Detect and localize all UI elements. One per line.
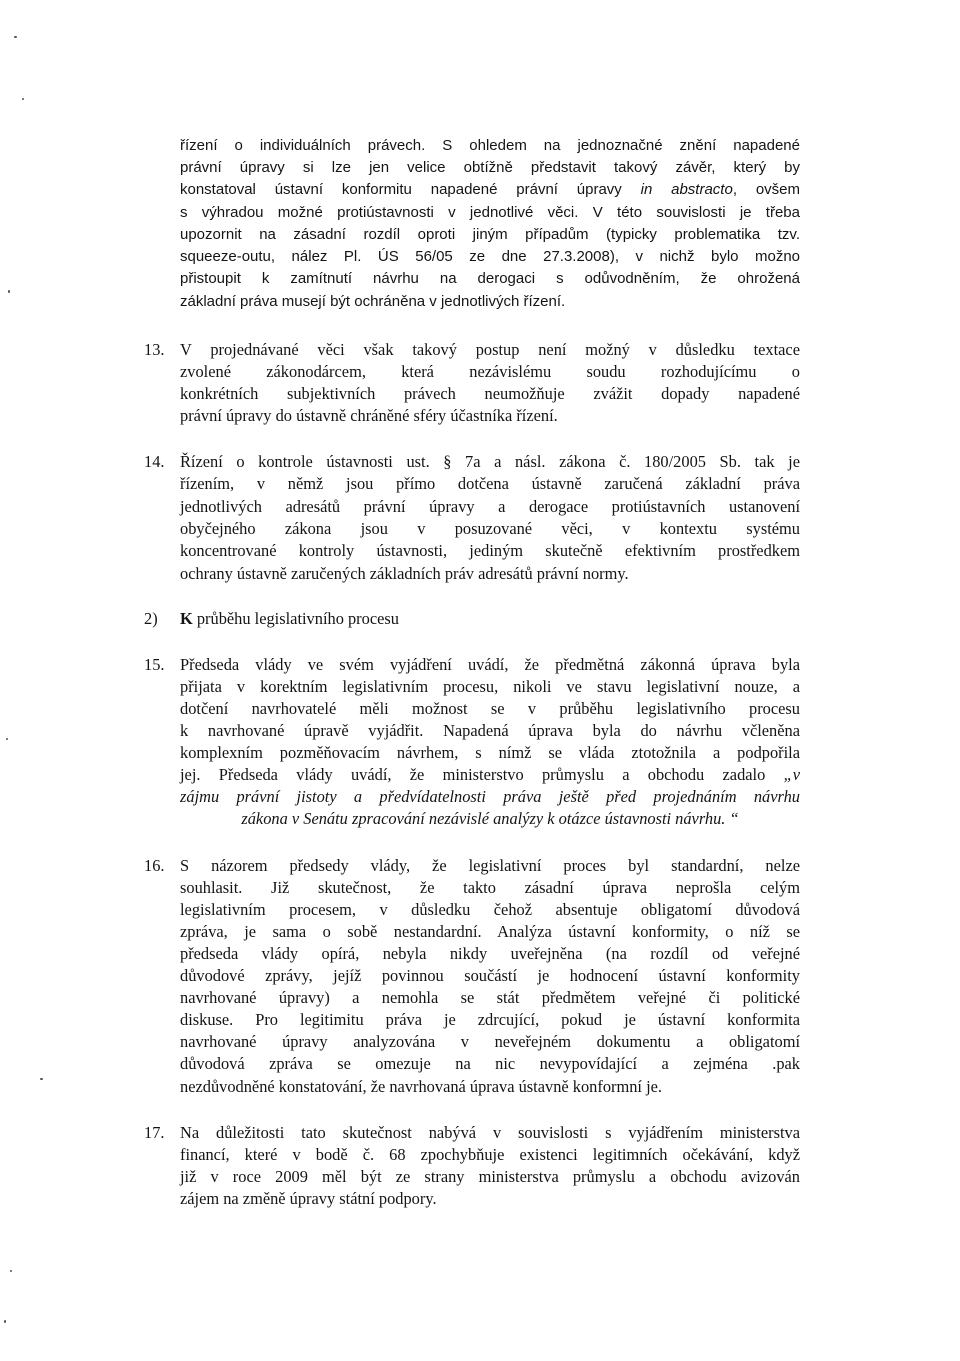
text-line: řízením, v němž jsou přímo dotčena ústavně zaručená základní práva [180, 474, 800, 493]
paragraph-number: 16. [144, 856, 165, 875]
text-line: zpráva, je sama o sobě nestandardní. Analýza ústavní konformity, o níž se [180, 922, 800, 941]
text-line: upozornit na zásadní rozdíl oproti jiným případům (typicky problematika tzv. [180, 226, 800, 243]
text-line: Předseda vlády ve svém vyjádření uvádí, že předmětná zákonná úprava byla [180, 655, 800, 674]
scan-speck [4, 1320, 6, 1323]
text-line: jednotlivých adresátů právní úpravy a derogace protiústavních ustanovení [180, 497, 800, 516]
text-line: diskuse. Pro legitimitu práva je zdrcující, pokud je ústavní konformita [180, 1010, 800, 1029]
section-title-rest: průběhu legislativního procesu [192, 609, 399, 628]
scan-speck [10, 1270, 12, 1272]
text-line: Na důležitosti tato skutečnost nabývá v souvislosti s vyjádřením ministerstva [180, 1123, 800, 1142]
text-line: základní práva musejí být ochráněna v jednotlivých řízení. [180, 293, 566, 310]
text-line [180, 764, 800, 786]
text-line: předseda vlády opírá, nebyla nikdy uveřejněna (na rozdíl od veřejné [180, 944, 800, 963]
italic-term: in abstracto [640, 181, 733, 198]
scan-speck [22, 98, 24, 100]
text-line: již v roce 2009 měl být ze strany ministerstva průmyslu a obchodu avizován [180, 1167, 800, 1186]
text-line: legislativním procesem, v důsledku čehož absentuje obligatomí důvodová [180, 900, 800, 919]
section-title [180, 608, 800, 630]
text-line: navrhované úpravy analyzována v neveřejném dokumentu a obligatomí [180, 1032, 800, 1051]
italic-quote-start: „v [783, 765, 800, 784]
text-line: řízení o individuálních právech. S ohledem na jednoznačné znění napadené [180, 137, 800, 154]
text-line: financí, které v bodě č. 68 zpochybňuje existenci legitimních očekávání, když [180, 1145, 800, 1164]
text-line: souhlasit. Již skutečnost, že takto zásadní úprava neprošla celým [180, 878, 800, 897]
text-line: právní úpravy do ústavně chráněné sféry účastníka řízení. [180, 406, 558, 425]
text-line: zvolené zákonodárcem, která nezávislému soudu rozhodujícímu o [180, 362, 800, 381]
section-title-bold: K [180, 609, 193, 628]
text-line: komplexním pozměňovacím návrhem, s nímž se vláda ztotožnila a podpořila [180, 743, 800, 762]
text-line: důvodová zpráva se omezuje na nic nevypovídající a zejména .pak [180, 1054, 800, 1073]
text-line: V projednávané věci však takový postup není možný v důsledku textace [180, 340, 800, 359]
text-line: s výhradou možné protiústavnosti v jednotlivé věci. V této souvislosti je třeba [180, 204, 800, 221]
paragraph-number: 17. [144, 1123, 165, 1142]
paragraph-number: 14. [144, 452, 165, 471]
text-span: , ovšem [732, 181, 800, 198]
text-line [180, 179, 800, 201]
text-line: konkrétních subjektivních právech neumožňuje zvážit dopady napadené [180, 384, 800, 403]
text-line: zájmu právní jistoty a předvídatelnosti práva ještě před projednáním návrhu [180, 787, 800, 806]
text-line: zákona v Senátu zpracování nezávislé analýzy k otázce ústavnosti návrhu. “ [241, 809, 739, 828]
text-line: důvodové zprávy, jejíž povinnou součástí je hodnocení ústavní konformity [180, 966, 800, 985]
text-line: zájem na změně úpravy státní podpory. [180, 1189, 437, 1208]
text-span: konstatoval ústavní konformitu napadené právní úpravy [180, 181, 641, 198]
text-line: ochrany ústavně zaručených základních práv adresátů právní normy. [180, 564, 629, 583]
text-line: navrhované úpravy) a nemohla se stát předmětem veřejné či politické [180, 988, 800, 1007]
section-number: 2) [144, 609, 158, 628]
text-line: obyčejného zákona jsou v posuzované věci, v kontextu systému [180, 519, 800, 538]
text-line: k navrhované úpravě vyjádřit. Napadená úprava byla do návrhu včleněna [180, 721, 800, 740]
text-line: právní úpravy si lze jen velice obtížně představit takový závěr, který by [180, 159, 800, 176]
paragraph-number: 13. [144, 340, 165, 359]
text-line: Řízení o kontrole ústavnosti ust. § 7a a násl. zákona č. 180/2005 Sb. tak je [180, 452, 800, 471]
scan-speck [40, 1078, 43, 1080]
text-line: přijata v korektním legislativním procesu, nikoli ve stavu legislativní nouze, a [180, 677, 800, 696]
text-span: jej. Předseda vlády uvádí, že ministerstvo průmyslu a obchodu zadalo [180, 765, 784, 784]
scan-speck [6, 738, 8, 740]
text-line: dotčení navrhovatelé měli možnost se v průběhu legislativního procesu [180, 699, 800, 718]
scan-speck [8, 290, 10, 293]
text-line: koncentrované kontroly ústavnosti, jediným skutečně efektivním prostředkem [180, 541, 800, 560]
text-line: nezdůvodněné konstatování, že navrhovaná úprava ústavně konformní je. [180, 1077, 662, 1096]
text-line: S názorem předsedy vlády, že legislativní proces byl standardní, nelze [180, 856, 800, 875]
paragraph-number: 15. [144, 655, 165, 674]
text-line: squeeze-outu, nález Pl. ÚS 56/05 ze dne 27.3.2008), v nichž bylo možno [180, 248, 800, 265]
text-line: přistoupit k zamítnutí návrhu na derogaci s odůvodněním, že ohrožená [180, 270, 800, 287]
scan-speck [14, 36, 17, 38]
